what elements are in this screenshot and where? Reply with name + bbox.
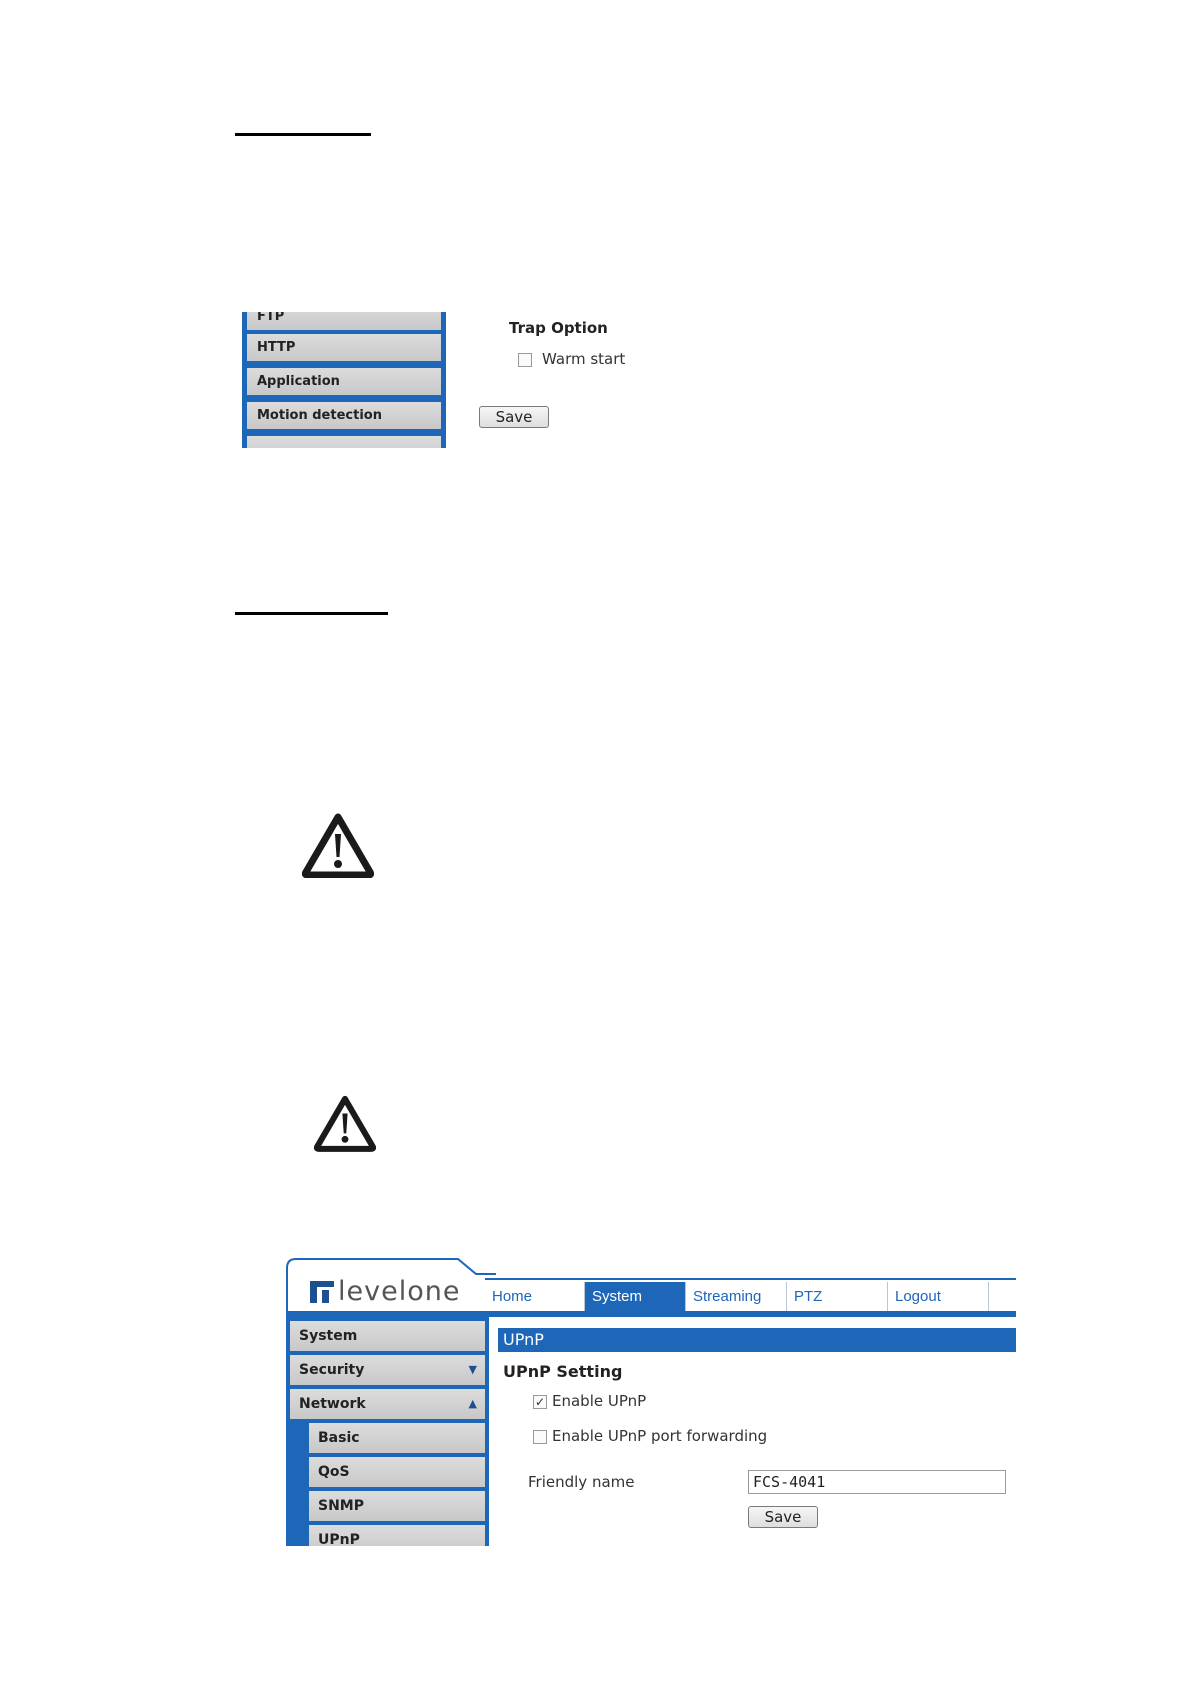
warm-start-checkbox[interactable]: [518, 353, 532, 367]
sidebar-item-network[interactable]: [290, 1389, 485, 1419]
sidebar-item-next[interactable]: [247, 436, 441, 448]
arrow-down-icon: ▼: [468, 1363, 477, 1376]
snmp-trap-screenshot: [242, 312, 662, 448]
tab-system[interactable]: System: [585, 1282, 686, 1312]
logo-text: levelone: [338, 1276, 461, 1307]
upnp-screenshot: [286, 1256, 1016, 1546]
sidebar-item-label: Security: [299, 1362, 365, 1378]
section-heading-rule: [235, 133, 371, 136]
save-button[interactable]: Save: [479, 406, 549, 428]
friendly-name-input[interactable]: FCS-4041: [748, 1470, 1006, 1494]
sidebar-item-system[interactable]: System: [290, 1321, 485, 1351]
section-header: UPnP: [498, 1328, 1016, 1352]
sidebar-item-basic[interactable]: Basic: [309, 1423, 485, 1453]
checkmark-icon: ✓: [534, 1395, 546, 1409]
sidebar-menu: [242, 312, 446, 448]
sidebar-item-motion-detection[interactable]: Motion detection: [247, 402, 441, 429]
warning-triangle-icon: [314, 1094, 376, 1152]
sidebar-item-upnp[interactable]: UPnP: [309, 1525, 485, 1546]
arrow-up-icon: ▲: [468, 1397, 477, 1410]
friendly-name-label: Friendly name: [528, 1473, 635, 1491]
sidebar-item-snmp[interactable]: SNMP: [309, 1491, 485, 1521]
sidebar-item-application[interactable]: Application: [247, 368, 441, 395]
tab-home[interactable]: Home: [485, 1282, 585, 1312]
warm-start-label: Warm start: [542, 350, 626, 368]
save-button[interactable]: Save: [748, 1506, 818, 1528]
levelone-logo[interactable]: [310, 1276, 460, 1307]
sidebar-item-qos[interactable]: QoS: [309, 1457, 485, 1487]
sidebar-item-label: Network: [299, 1396, 366, 1412]
tab-streaming[interactable]: Streaming: [686, 1282, 787, 1312]
tab-logout[interactable]: Logout: [888, 1282, 989, 1312]
sidebar-item-ftp[interactable]: FTP: [247, 312, 441, 330]
section-title: UPnP Setting: [503, 1362, 623, 1381]
section-heading-rule: [235, 612, 388, 615]
sidebar-menu: [286, 1311, 489, 1546]
tab-ptz[interactable]: PTZ: [787, 1282, 888, 1312]
trap-option-title: Trap Option: [509, 319, 608, 337]
warning-triangle-icon: [302, 812, 374, 878]
enable-port-forwarding-checkbox[interactable]: [533, 1430, 547, 1444]
enable-upnp-label: Enable UPnP: [552, 1392, 647, 1410]
sidebar-item-security[interactable]: [290, 1355, 485, 1385]
top-nav-tabs: [485, 1278, 1016, 1312]
enable-upnp-checkbox[interactable]: [533, 1395, 547, 1409]
sidebar-item-http[interactable]: HTTP: [247, 334, 441, 361]
enable-port-forwarding-label: Enable UPnP port forwarding: [552, 1427, 768, 1445]
levelone-logo-icon: [310, 1281, 334, 1303]
